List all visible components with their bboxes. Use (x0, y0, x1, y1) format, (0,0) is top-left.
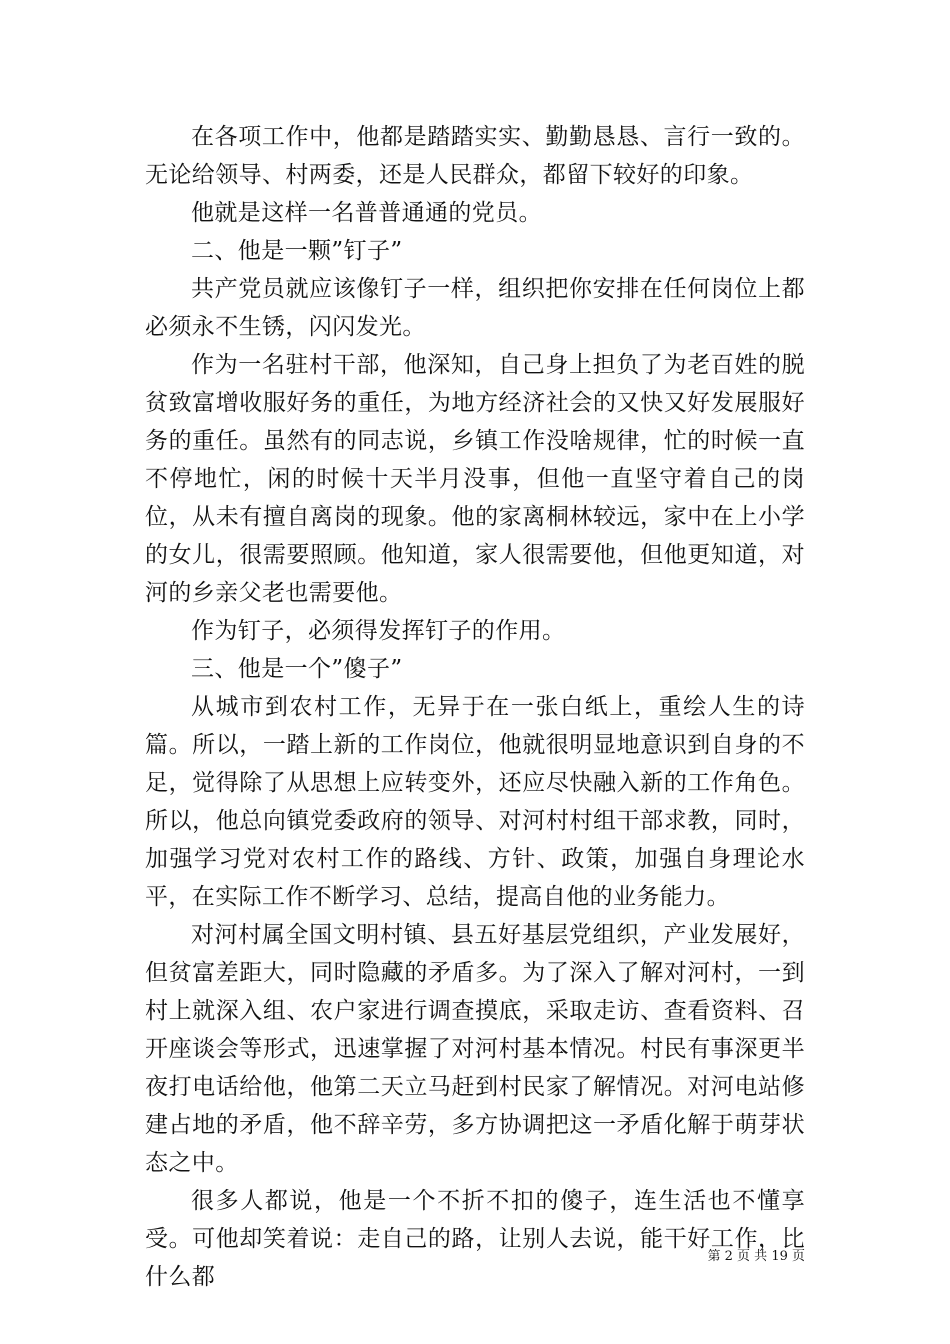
paragraph: 很多人都说，他是一个不折不扣的傻子，连生活也不懂享受。可他却笑着说：走自己的路，让别人去说，能干好工作，比什么都 (145, 1188, 805, 1290)
paragraph: 共产党员就应该像钉子一样，组织把你安排在任何岗位上都必须永不生锈，闪闪发光。 (145, 276, 805, 340)
paragraph: 在各项工作中，他都是踏踏实实、勤勤恳恳、言行一致的。无论给领导、村两委，还是人民群众，都留下较好的印象。 (145, 124, 805, 188)
section-heading: 二、他是一颗”钉子” (191, 238, 403, 264)
document-body (145, 118, 805, 1296)
paragraph: 作为钉子，必须得发挥钉子的作用。 (191, 618, 566, 644)
paragraph: 作为一名驻村干部，他深知，自己身上担负了为老百姓的脱贫致富增收服好务的重任，为地方经济社会的又快又好发展服好务的重任。虽然有的同志说，乡镇工作没啥规律，忙的时候一直不停地忙，闲的时候十天半月没事，但他一直坚守着自己的岗位，从未有擅自离岗的现象。他的家离桐林较远，家中在上小学的女儿，很需要照顾。他知道，家人很需要他，但他更知道，对河的乡亲父老也需要他。 (145, 352, 805, 606)
paragraph: 从城市到农村工作，无异于在一张白纸上，重绘人生的诗篇。所以，一踏上新的工作岗位，他就很明显地意识到自身的不足，觉得除了从思想上应转变外，还应尽快融入新的工作角色。所以，他总向镇党委政府的领导、对河村村组干部求教，同时，加强学习党对农村工作的路线、方针、政策，加强自身理论水平，在实际工作不断学习、总结，提高自他的业务能力。 (145, 694, 805, 910)
paragraph: 对河村属全国文明村镇、县五好基层党组织，产业发展好，但贫富差距大，同时隐藏的矛盾多。为了深入了解对河村，一到村上就深入组、农户家进行调查摸底，采取走访、查看资料、召开座谈会等形式，迅速掌握了对河村基本情况。村民有事深更半夜打电话给他，他第二天立马赶到村民家了解情况。对河电站修建占地的矛盾，他不辞辛劳，多方协调把这一矛盾化解于萌芽状态之中。 (145, 922, 805, 1176)
page-number-footer: 第 2 页 共 19 页 (707, 1249, 805, 1264)
section-heading: 三、他是一个”傻子” (191, 656, 403, 682)
paragraph: 他就是这样一名普普通通的党员。 (191, 200, 542, 226)
